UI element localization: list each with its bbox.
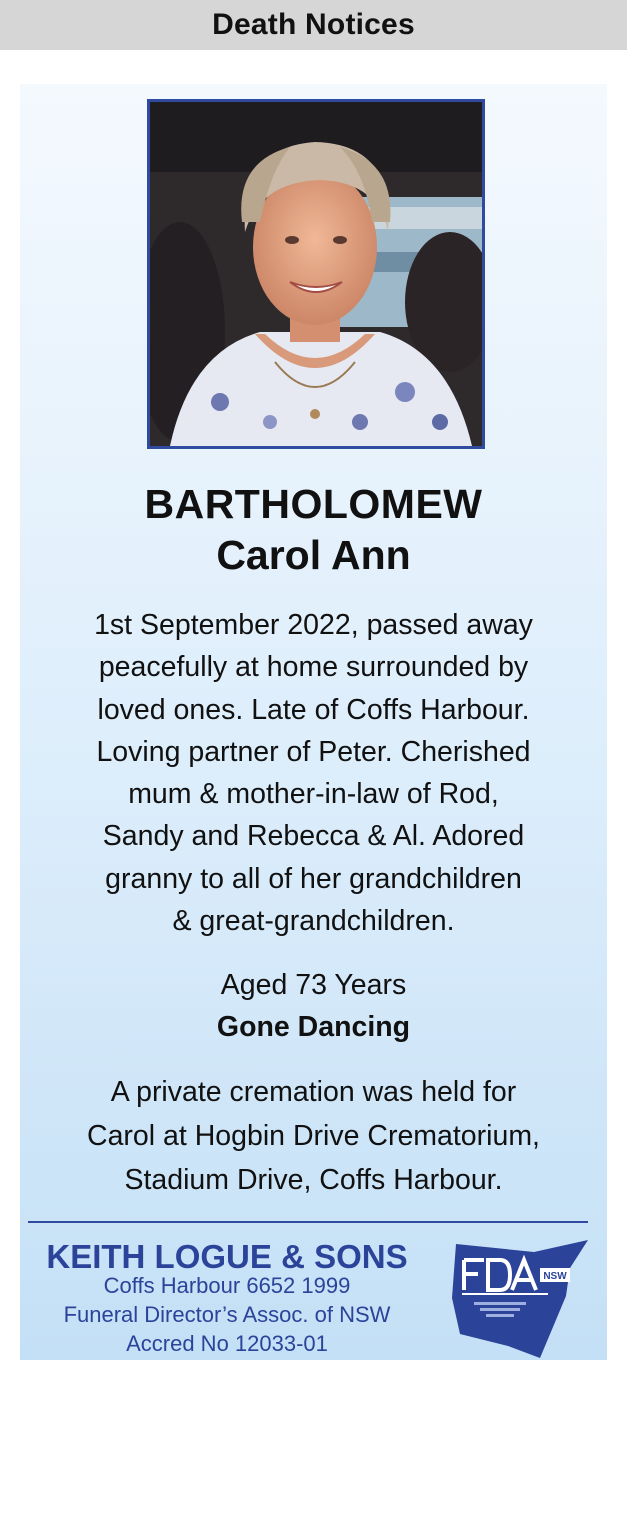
notice-body-line: & great-grandchildren.	[172, 905, 455, 938]
notice-body-line: mum & mother-in-law of Rod,	[128, 778, 499, 811]
cremation-line: Carol at Hogbin Drive Crematorium,	[87, 1120, 540, 1152]
portrait-photo	[147, 99, 485, 449]
portrait-image	[150, 102, 482, 446]
notice-body-line: loved ones. Late of Coffs Harbour.	[97, 693, 530, 726]
notice-body-line: granny to all of her grandchildren	[105, 862, 522, 895]
cremation-line: Stadium Drive, Coffs Harbour.	[124, 1164, 503, 1196]
divider	[28, 1221, 588, 1223]
funeral-director-name: KEITH LOGUE & SONS	[46, 1238, 408, 1275]
cremation-details	[40, 1070, 587, 1202]
funeral-director-accreditation: Accred No 12033-01	[126, 1331, 328, 1356]
page-header	[0, 0, 627, 50]
deceased-surname: BARTHOLOMEW	[144, 481, 483, 527]
notice-body-line: 1st September 2022, passed away	[94, 609, 533, 641]
age-line: Aged 73 Years	[220, 969, 407, 1001]
funeral-director-association: Funeral Director’s Assoc. of NSW	[63, 1302, 391, 1327]
funeral-director-phone: Coffs Harbour 6652 1999	[103, 1273, 351, 1298]
fda-nsw-logo-graphic	[448, 1238, 594, 1358]
notice-body	[40, 604, 587, 942]
tagline: Gone Dancing	[216, 1011, 411, 1043]
notice-body-line: Sandy and Rebecca & Al. Adored	[102, 820, 525, 853]
notice-body-line: Loving partner of Peter. Cherished	[96, 735, 531, 768]
deceased-given-names: Carol Ann	[216, 532, 411, 578]
notice-body-line: peacefully at home surrounded by	[98, 651, 529, 684]
page-title: Death Notices	[212, 8, 415, 41]
fda-nsw-logo-icon	[448, 1238, 594, 1358]
svg-text:NSW: NSW	[543, 1271, 567, 1282]
cremation-line: A private cremation was held for	[110, 1076, 517, 1108]
